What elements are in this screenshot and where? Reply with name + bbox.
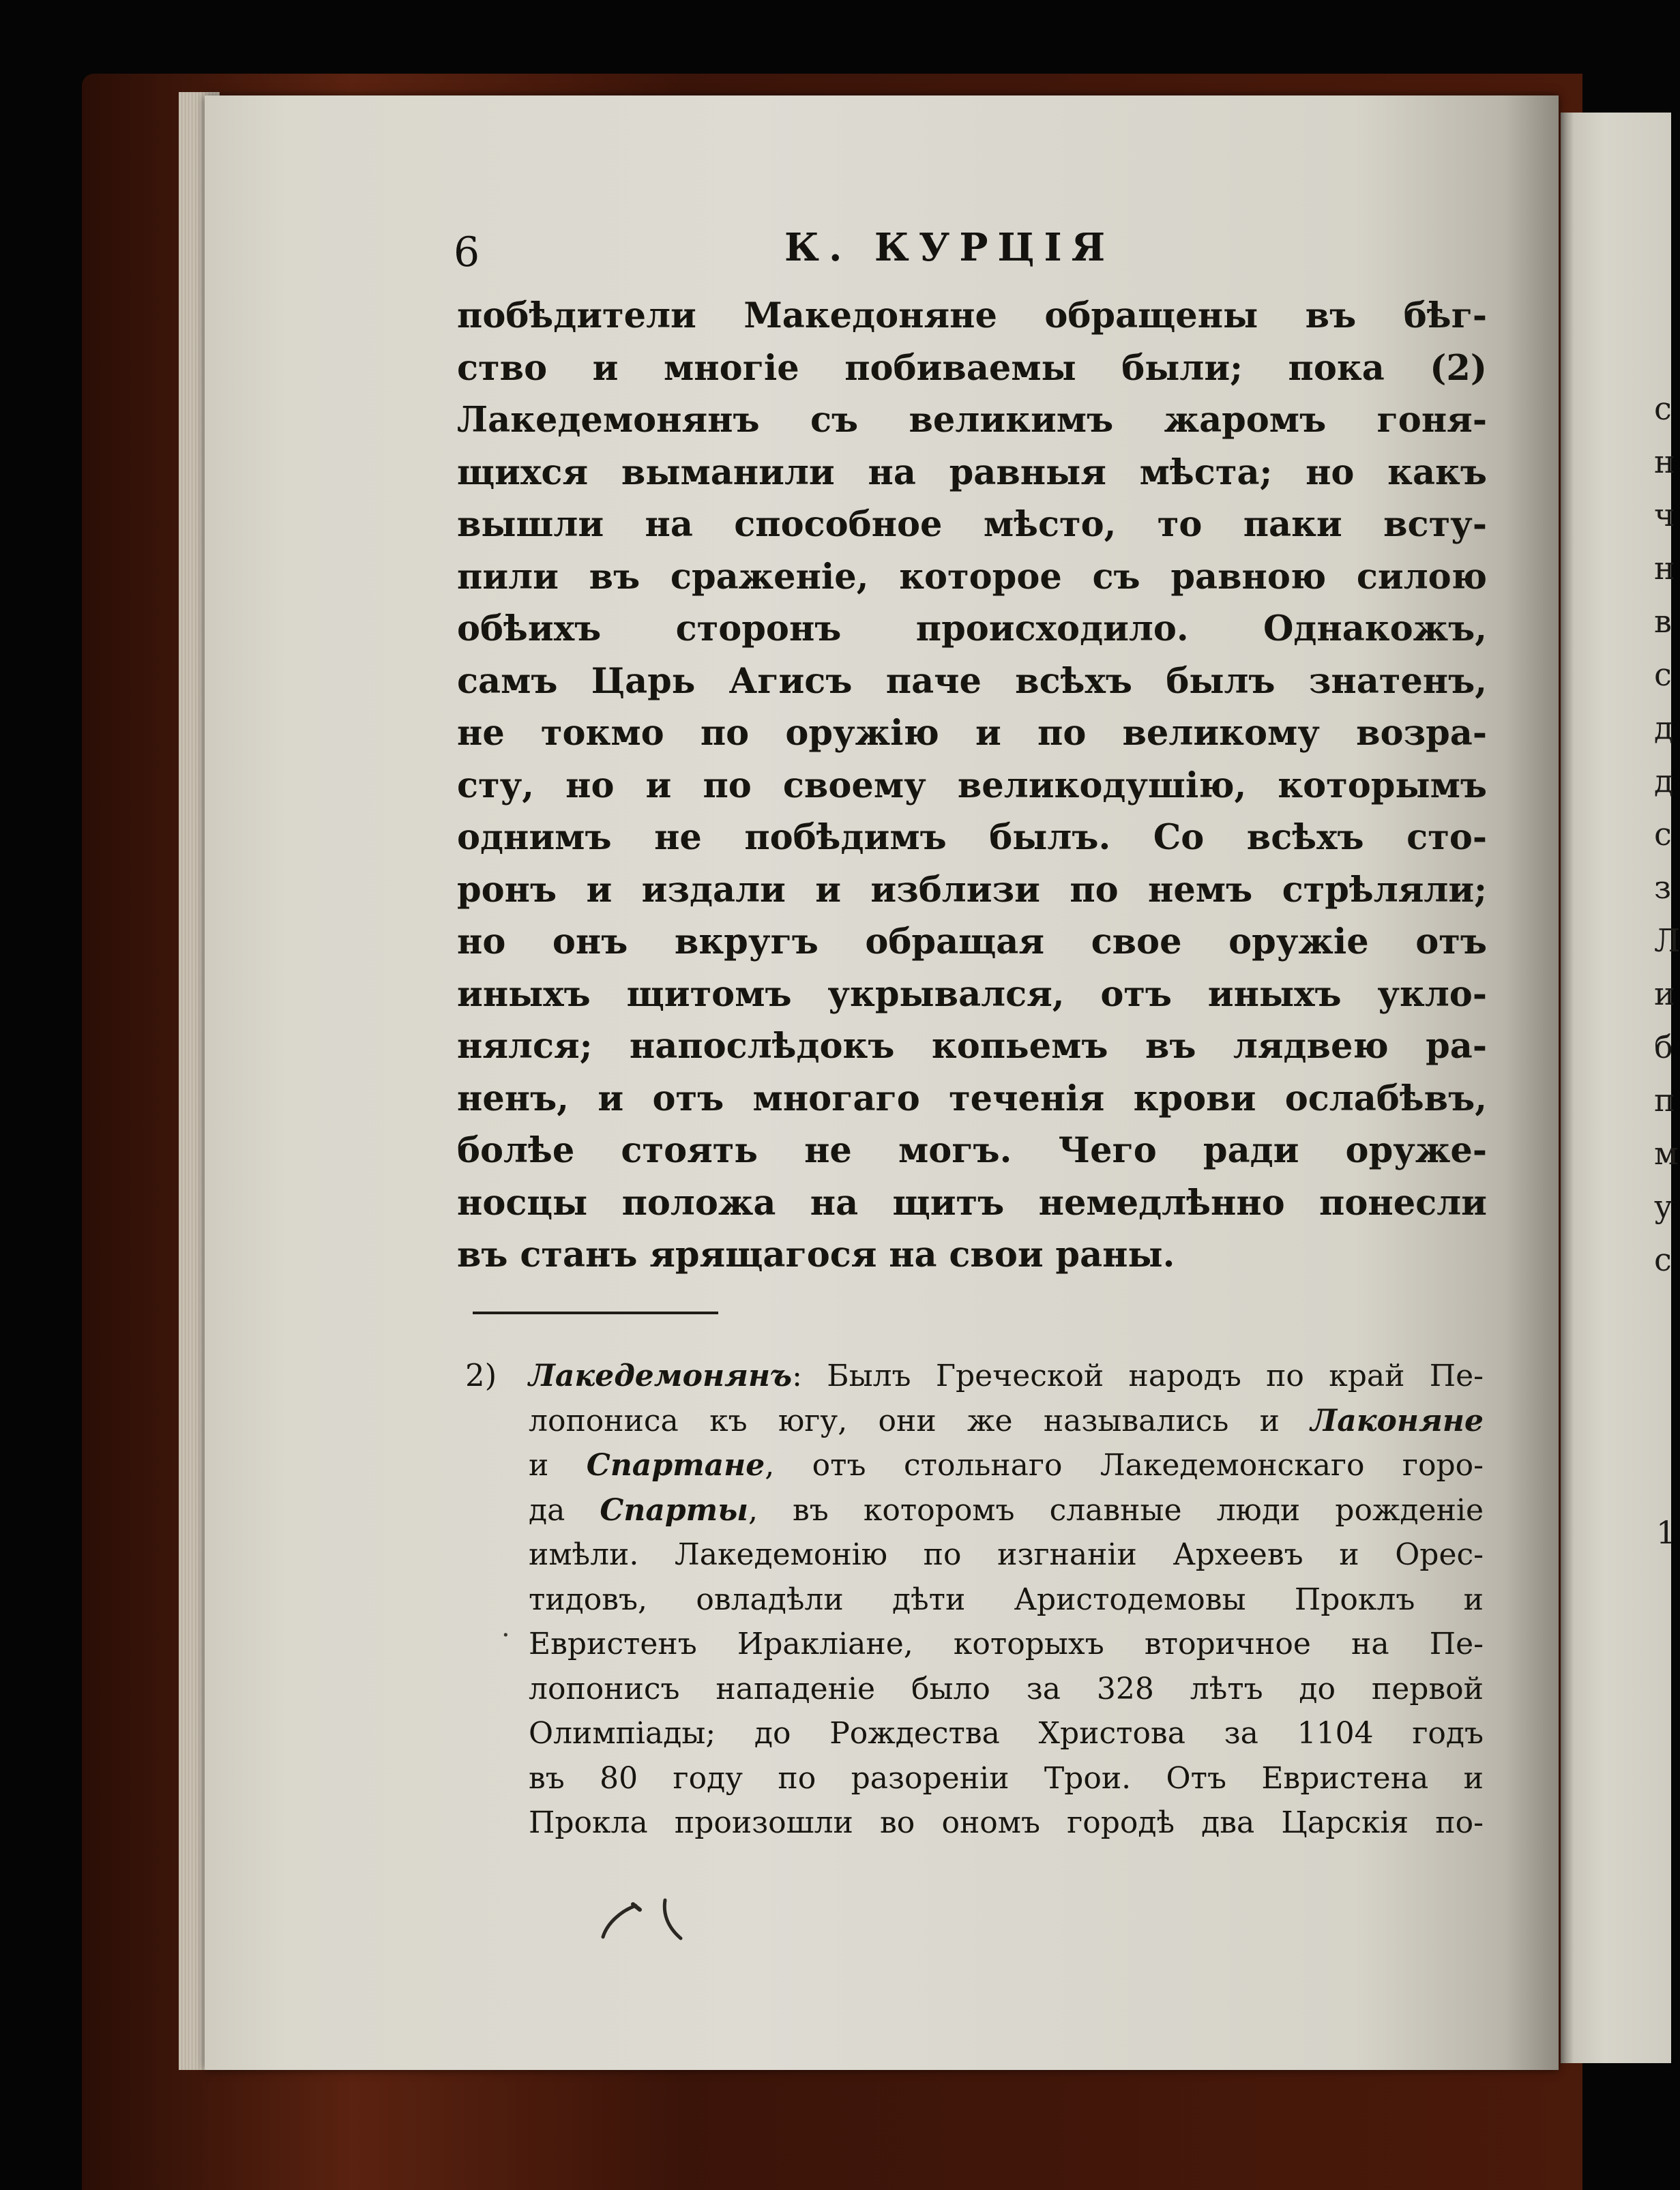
- text-line: ство и многіе побиваемы были; пока (2): [457, 347, 1487, 389]
- text-line: сту, но и по своему великодушію, которымъ: [457, 765, 1487, 806]
- footnote-fragment: , въ которомъ славные люди рожденіе: [748, 1492, 1484, 1528]
- right-page-letter: д: [1654, 763, 1674, 799]
- footnote-line: имѣли. Лакедемонію по изгнаніи Археевъ и Орес-: [529, 1537, 1484, 1572]
- right-page-bottom-letter: 1: [1656, 1514, 1677, 1551]
- text-line: обѣихъ сторонъ происходило. Однакожъ,: [457, 608, 1487, 649]
- footnote-line: [529, 1399, 1484, 1444]
- right-page-letter: ч: [1654, 497, 1675, 533]
- main-text-block: [457, 290, 1487, 1282]
- right-page-letter: в: [1654, 603, 1672, 640]
- text-line: вышли на способное мѣсто, то паки всту-: [457, 504, 1487, 545]
- text-line: нялся; напослѣдокъ копьемъ въ лядвею ра-: [457, 1026, 1487, 1067]
- right-page-letter: с: [1654, 1241, 1672, 1278]
- right-page-letter: с: [1654, 816, 1672, 853]
- text-line: въ станъ ярящагося на свои раны.: [457, 1234, 1175, 1275]
- footnote-term: Лаконяне: [1310, 1403, 1484, 1438]
- footnote-line: [529, 1443, 1484, 1488]
- footnote-line: Олимпіады; до Рождества Христова за 1104 годъ: [529, 1716, 1484, 1751]
- right-page-letter: м: [1654, 1135, 1679, 1172]
- page-number: 6: [454, 228, 480, 276]
- footnote-line: тидовъ, овладѣли дѣти Аристодемовы Проклъ и: [529, 1582, 1484, 1617]
- text-line: не токмо по оружію и по великому возра-: [457, 713, 1487, 754]
- text-line: ронъ и издали и изблизи по немъ стрѣляли;: [457, 869, 1487, 911]
- text-line: самъ Царь Агисъ паче всѣхъ былъ знатенъ,: [457, 660, 1487, 702]
- right-page-cut-text: [1654, 382, 1680, 1286]
- right-page-letter: п: [1654, 1082, 1675, 1119]
- text-line: пили въ сраженіе, которое съ равною силою: [457, 556, 1487, 597]
- right-page-letter: Л: [1654, 922, 1680, 959]
- right-page-letter: н: [1654, 443, 1675, 480]
- footnote-line: [529, 1488, 1484, 1533]
- right-page-letter: б: [1654, 1029, 1673, 1065]
- text-line: болѣе стоять не могъ. Чего ради оруже-: [457, 1130, 1487, 1171]
- footnote-term: Спарты: [600, 1492, 748, 1528]
- text-line: ненъ, и отъ многаго теченія крови ослабѣвъ,: [457, 1078, 1487, 1119]
- text-line: иныхъ щитомъ укрывался, отъ иныхъ укло-: [457, 973, 1487, 1015]
- text-line: побѣдители Македоняне обращены въ бѣг-: [457, 295, 1487, 336]
- footnote-term: Лакедемонянъ: [529, 1359, 793, 1393]
- footnote-line: Прокла произошли во ономъ городѣ два Царскія по-: [529, 1805, 1484, 1840]
- right-page-letter: н: [1654, 550, 1675, 587]
- text-line: носцы положа на щитъ немедлѣнно понесли: [457, 1182, 1487, 1224]
- right-page-letter: и: [1654, 975, 1675, 1012]
- running-head: К. КУРЦІЯ: [784, 225, 1115, 270]
- footnote-fragment: да: [529, 1492, 600, 1528]
- pencil-mark: [600, 1896, 696, 1944]
- right-page-letter: с: [1654, 390, 1672, 427]
- footnote-line: Евристенъ Иракліане, которыхъ вторичное на Пе-: [529, 1627, 1484, 1661]
- footnote-term: Спартане: [586, 1448, 765, 1483]
- footnote-line: [529, 1354, 1484, 1399]
- footnote-line: въ 80 году по разореніи Трои. Отъ Евристена и: [529, 1760, 1484, 1796]
- footnote-text: [529, 1354, 1484, 1846]
- footnote-marker: 2): [465, 1357, 497, 1393]
- text-line: но онъ вкругъ обращая свое оружіе отъ: [457, 921, 1487, 962]
- footnote-line: лопонисъ нападеніе было за 328 лѣтъ до первой: [529, 1671, 1484, 1706]
- footnote-fragment: , отъ стольнаго Лакедемонскаго горо-: [765, 1448, 1484, 1483]
- footnote-fragment: и: [529, 1448, 587, 1483]
- right-page-letter: д: [1654, 709, 1674, 746]
- text-line: Лакедемонянъ съ великимъ жаромъ гоня-: [457, 400, 1487, 441]
- text-line: щихся выманили на равныя мѣста; но какъ: [457, 452, 1487, 493]
- footnote-fragment: лопониса къ югу, они же назывались и: [529, 1403, 1311, 1438]
- right-page-letter: у: [1654, 1188, 1673, 1225]
- footnote-divider: [473, 1312, 718, 1314]
- margin-dot: ·: [501, 1620, 510, 1651]
- footnote-fragment: : Былъ Греческой народъ по край Пе-: [792, 1359, 1484, 1393]
- text-line: однимъ не побѣдимъ былъ. Со всѣхъ сто-: [457, 817, 1487, 858]
- right-page-letter: с: [1654, 656, 1672, 693]
- right-page-letter: з: [1654, 869, 1672, 906]
